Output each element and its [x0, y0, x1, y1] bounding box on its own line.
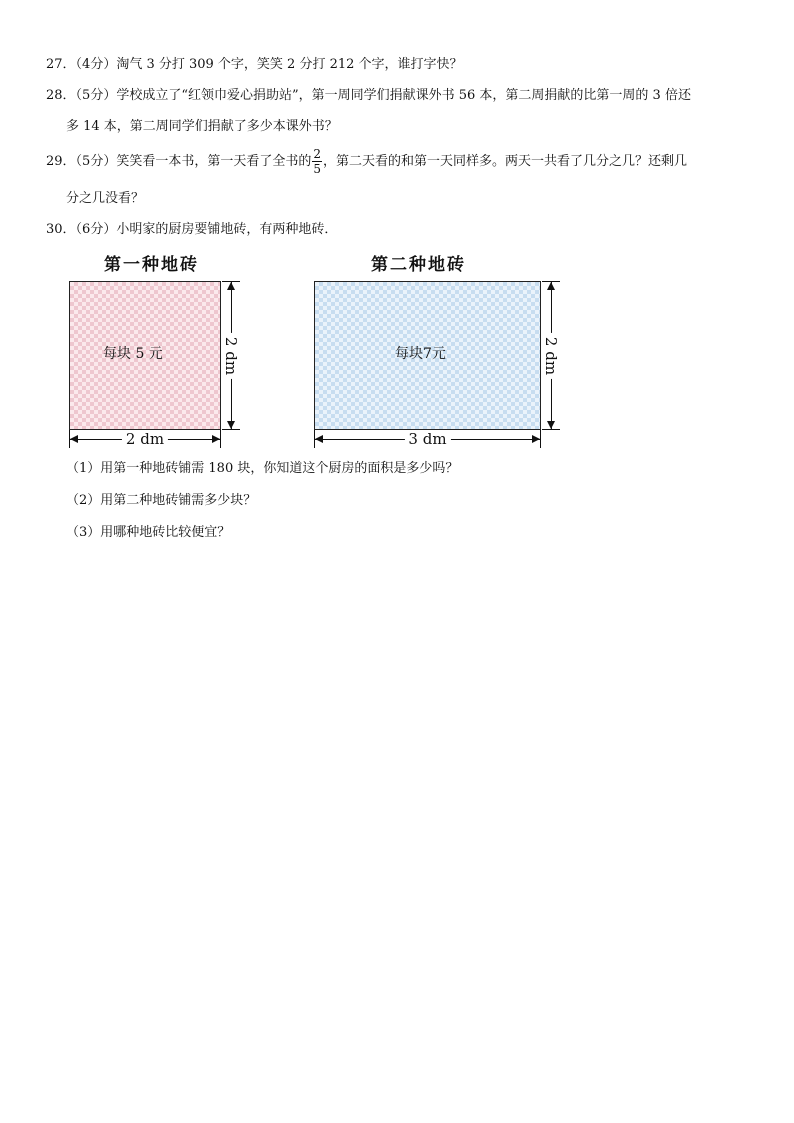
fraction-two-fifths [312, 147, 322, 176]
tile-1-width-label: 2 dm [122, 430, 168, 448]
tile-1-height-dimension [222, 281, 240, 430]
tile-1-height-label: 2 dm [222, 332, 240, 378]
question-28-line-2: 多 14 本，第二周同学们捐献了多少本课外书？ [66, 119, 338, 134]
tile-2-title: 第二种地砖 [371, 255, 466, 275]
question-30-sub-2: （2）用第二种地砖铺需多少块？ [66, 493, 257, 508]
question-30-sub-1: （1）用第一种地砖铺需 180 块，你知道这个厨房的面积是多少吗？ [66, 461, 459, 476]
question-30-sub-3: （3）用哪种地砖比较便宜？ [66, 525, 231, 540]
question-28-line-1: 28．（5分）学校成立了“红领巾爱心捐助站”，第一周同学们捐献课外书 56 本，第二周捐献的比第一周的 3 倍还 [46, 88, 691, 103]
question-29-line-1 [46, 145, 687, 179]
tile-1-title: 第一种地砖 [104, 255, 199, 275]
tile-2-width-label: 3 dm [404, 430, 450, 448]
tile-1-width-dimension [69, 430, 221, 448]
tile-2-height-label: 2 dm [542, 332, 560, 378]
tile-2-height-dimension [542, 281, 560, 430]
fraction-numerator: 2 [313, 147, 321, 161]
tile-2-price: 每块7元 [395, 346, 446, 362]
question-29-text-before: 29．（5分）笑笑看一本书，第一天看了全书的 [46, 154, 312, 169]
question-29-line-2: 分之几没看？ [66, 191, 145, 206]
question-27: 27．（4分）淘气 3 分打 309 个字，笑笑 2 分打 212 个字，谁打字快？ [46, 57, 463, 72]
question-29-text-after: ，第二天看的和第一天同样多。两天一共看了几分之几？还剩几 [322, 154, 687, 169]
tile-1-price: 每块 5 元 [103, 346, 163, 362]
fraction-denominator: 5 [313, 162, 321, 176]
tile-2-width-dimension [314, 430, 541, 448]
question-30: 30．（6分）小明家的厨房要铺地砖，有两种地砖． [46, 222, 338, 237]
